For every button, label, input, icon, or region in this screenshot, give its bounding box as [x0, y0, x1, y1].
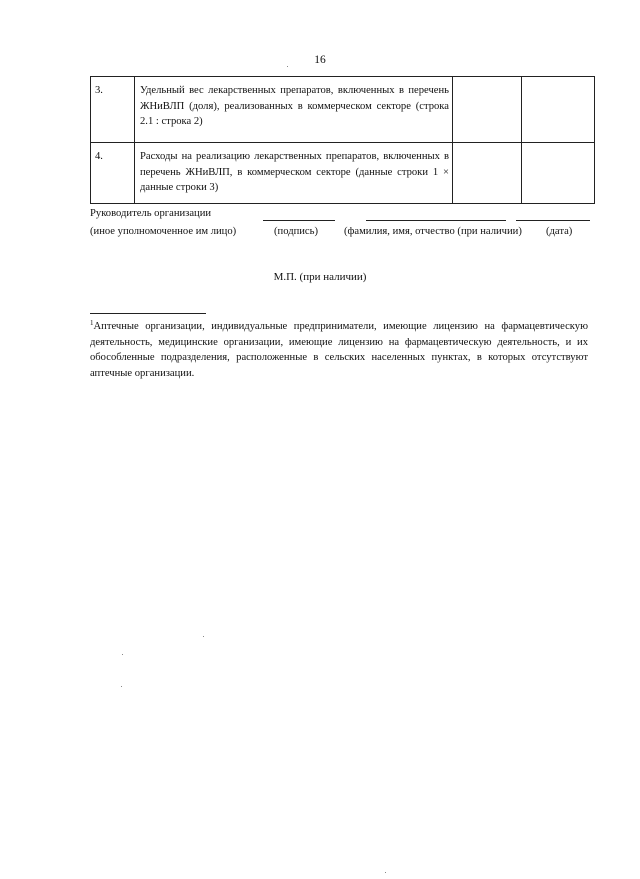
page-number: 16	[314, 54, 326, 66]
indicator-table	[90, 76, 595, 204]
date-line	[516, 220, 590, 221]
scan-speck	[121, 686, 122, 687]
signature-caption: (подпись)	[274, 226, 318, 237]
table-row	[91, 143, 595, 204]
stamp-label: М.П. (при наличии)	[273, 271, 367, 283]
value-cell	[522, 77, 595, 143]
value-cell	[453, 77, 522, 143]
value-cell	[453, 143, 522, 204]
row-number: 4.	[91, 143, 135, 204]
head-subtitle: (иное уполномоченное им лицо)	[90, 226, 237, 237]
name-caption: (фамилия, имя, отчество (при наличии)	[344, 226, 522, 237]
footnote-mark: 1	[90, 319, 94, 327]
scan-speck	[287, 66, 288, 67]
footnote-text: Аптечные организации, индивидуальные предприниматели, имеющие лицензию на фармацевтическую деятельность, медицинские организации, имеющие лицензию на фармацевтическую деятельность, и их обособленные подразделения, расположенные в сельских населенных пунктах, в которых отсутствуют аптечные организации.	[90, 321, 588, 379]
scan-speck	[385, 872, 386, 873]
row-description: Удельный вес лекарственных препаратов, включенных в перечень ЖНиВЛП (доля), реализованных в коммерческом секторе (строка 2.1 : строка 2)	[135, 77, 453, 143]
table-row	[91, 77, 595, 143]
value-cell	[522, 143, 595, 204]
row-number: 3.	[91, 77, 135, 143]
scan-speck	[122, 654, 123, 655]
footnote	[90, 316, 588, 381]
name-line	[366, 220, 506, 221]
row-description: Расходы на реализацию лекарственных препаратов, включенных в перечень ЖНиВЛП, в коммерческом секторе (данные строки 1 × данные строки 3)	[135, 143, 453, 204]
scan-speck	[203, 636, 204, 637]
head-title: Руководитель организации	[90, 208, 212, 219]
date-caption: (дата)	[546, 226, 573, 237]
signature-line	[263, 220, 335, 221]
footnote-divider	[90, 313, 206, 314]
